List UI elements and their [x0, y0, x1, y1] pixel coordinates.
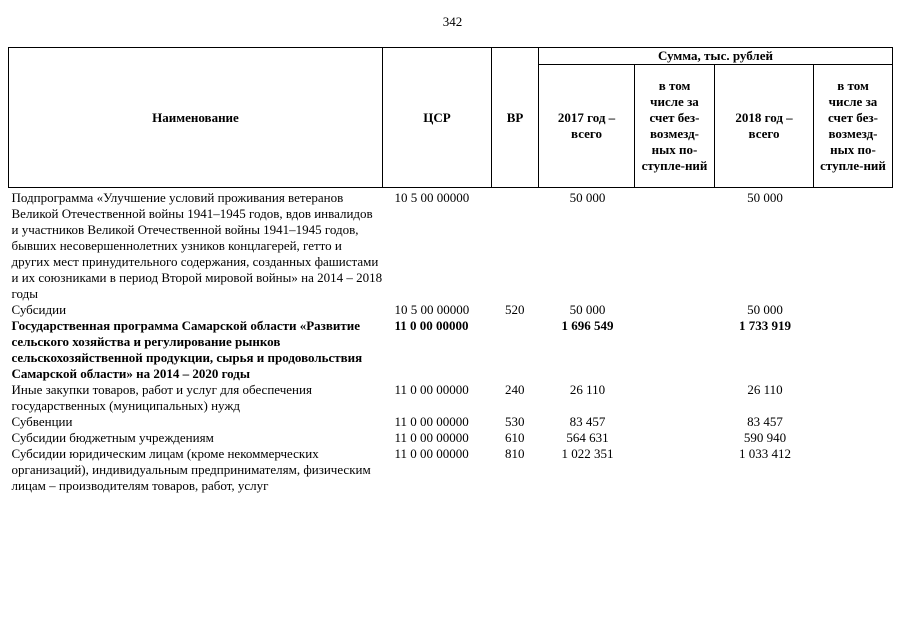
table-row — [9, 318, 893, 382]
cell-csr: 11 0 00 00000 — [394, 414, 469, 429]
cell-free-2017 — [635, 188, 715, 303]
cell-csr: 10 5 00 00000 — [394, 190, 470, 205]
cell-free-2017 — [635, 382, 715, 414]
cell-free-2017 — [635, 414, 715, 430]
cell-total-2018: 83 457 — [747, 414, 783, 429]
cell-free-2018 — [814, 446, 893, 494]
cell-free-2018 — [814, 318, 893, 382]
table-header — [9, 48, 893, 188]
cell-total-2017: 50 000 — [569, 190, 606, 205]
page-number: 342 — [442, 14, 463, 29]
header-vr: ВР — [492, 48, 539, 188]
header-csr: ЦСР — [383, 48, 492, 188]
cell-name: Подпрограмма «Улучшение условий проживания ветеранов Великой Отечественной войны 1941–1945 годов, вдов инвалидов и участников Великой Отечественной войны 1941–1945 годов, бывших несовершеннолетних узников концлагерей, гетто и других мест принудительного содержания, созданных фашистами и их союзниками в период Второй мировой войны» на 2014 – 2018 годы — [11, 190, 383, 301]
cell-total-2018: 1 033 412 — [739, 446, 791, 461]
cell-name: Государственная программа Самарской области «Развитие сельского хозяйства и регулирование рынков сельскохозяйственной продукции, сырья и продовольствия Самарской области» на 2014 – 2020 годы — [11, 318, 363, 381]
cell-csr: 11 0 00 00000 — [394, 318, 469, 333]
cell-vr: 240 — [505, 382, 525, 397]
cell-vr — [492, 318, 539, 382]
cell-total-2018: 26 110 — [747, 382, 783, 397]
table-row — [9, 414, 893, 430]
table-row — [9, 446, 893, 494]
cell-vr: 610 — [505, 430, 525, 445]
cell-vr: 520 — [505, 302, 525, 317]
budget-table — [8, 47, 893, 494]
cell-name: Субсидии бюджетным учреждениям — [11, 430, 214, 445]
table-row — [9, 430, 893, 446]
cell-vr — [492, 188, 539, 303]
cell-name: Субсидии юридическим лицам (кроме некоммерческих организаций), индивидуальным предпринимателям, физическим лицам – производителям товаров, работ, услуг — [11, 446, 371, 493]
header-sum: Сумма, тыс. рублей — [539, 48, 893, 65]
table-row — [9, 302, 893, 318]
cell-free-2018 — [814, 430, 893, 446]
cell-free-2018 — [814, 302, 893, 318]
cell-free-2018 — [814, 382, 893, 414]
cell-name: Субсидии — [11, 302, 67, 317]
table-body — [9, 188, 893, 495]
cell-free-2017 — [635, 430, 715, 446]
cell-total-2018: 50 000 — [747, 302, 783, 317]
cell-csr: 10 5 00 00000 — [394, 302, 470, 317]
header-free-2018: в том числе за счет без-возмезд-ных по-ступле-ний — [814, 65, 893, 188]
cell-total-2018: 50 000 — [747, 190, 783, 205]
cell-vr: 530 — [505, 414, 525, 429]
cell-total-2017: 1 022 351 — [561, 446, 614, 461]
header-free-2017: в том числе за счет без-возмезд-ных по-ступле-ний — [635, 65, 715, 188]
header-total-2018: 2018 год – всего — [715, 65, 814, 188]
cell-csr: 11 0 00 00000 — [394, 446, 469, 461]
cell-free-2017 — [635, 446, 715, 494]
cell-free-2017 — [635, 302, 715, 318]
header-total-2017: 2017 год – всего — [539, 65, 635, 188]
cell-vr: 810 — [505, 446, 525, 461]
cell-free-2018 — [814, 188, 893, 303]
cell-total-2017: 26 110 — [569, 382, 606, 397]
cell-name: Субвенции — [11, 414, 73, 429]
header-name: Наименование — [9, 48, 383, 188]
cell-free-2018 — [814, 414, 893, 430]
cell-total-2017: 50 000 — [569, 302, 606, 317]
table-row — [9, 188, 893, 303]
cell-csr: 11 0 00 00000 — [394, 382, 469, 397]
cell-total-2017: 564 631 — [566, 430, 609, 445]
cell-total-2017: 1 696 549 — [561, 318, 614, 333]
cell-csr: 11 0 00 00000 — [394, 430, 469, 445]
cell-free-2017 — [635, 318, 715, 382]
table-row — [9, 382, 893, 414]
cell-name: Иные закупки товаров, работ и услуг для обеспечения государственных (муниципальных) нужд — [11, 382, 312, 413]
cell-total-2018: 1 733 919 — [739, 318, 791, 333]
cell-total-2017: 83 457 — [569, 414, 606, 429]
cell-total-2018: 590 940 — [743, 430, 787, 445]
